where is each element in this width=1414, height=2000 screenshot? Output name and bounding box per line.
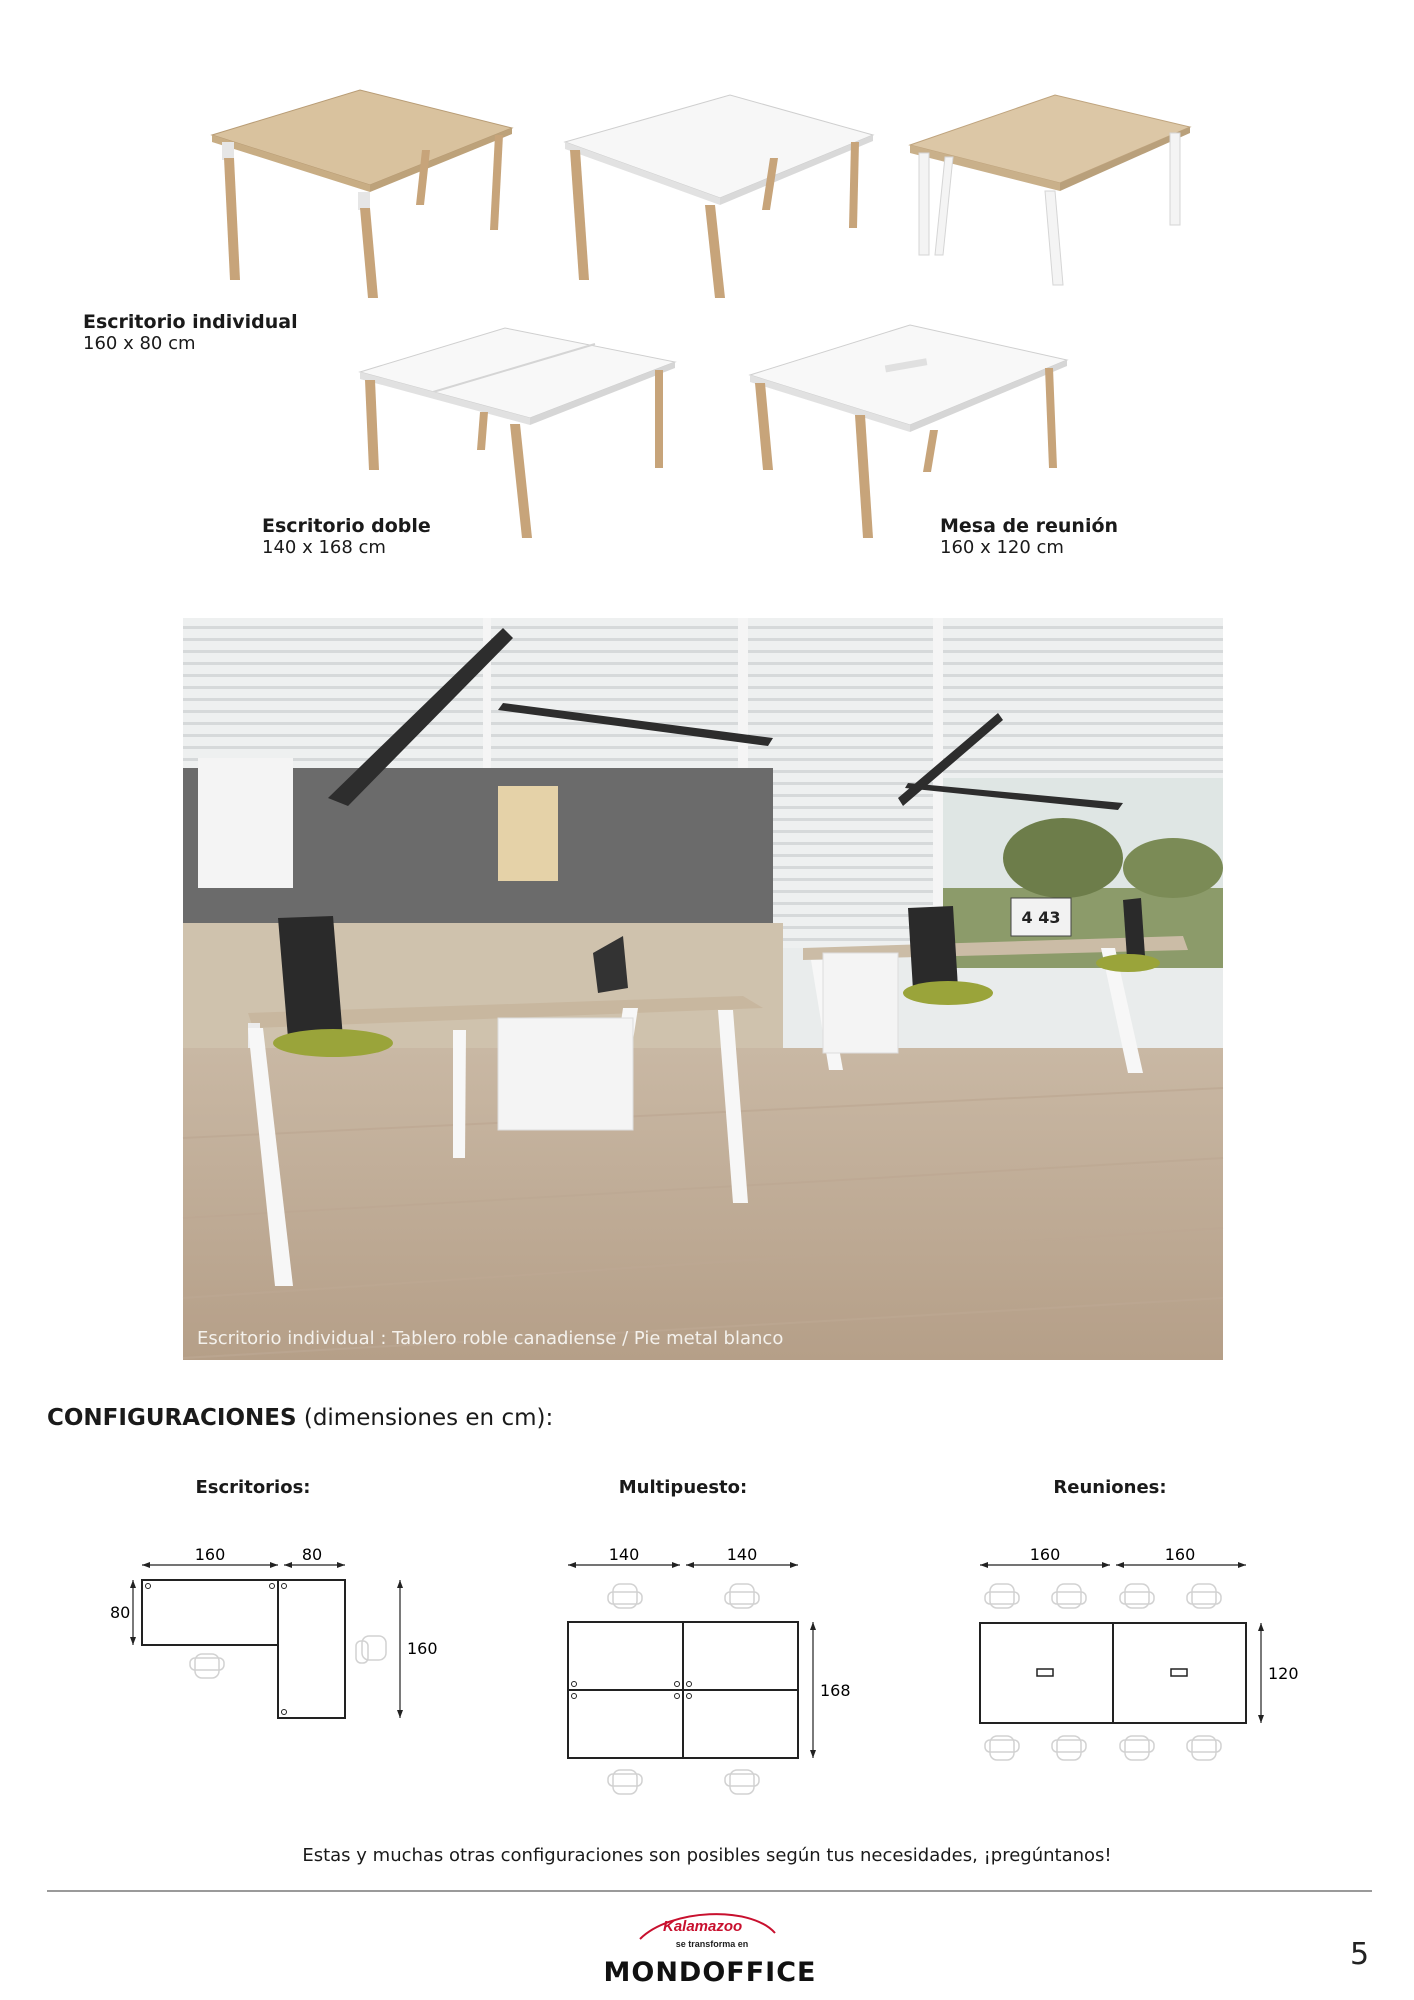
product-image-desk-oak-white-legs — [905, 85, 1195, 305]
product-image-desk-oak — [200, 80, 520, 310]
column-heading-multipuesto: Multipuesto: — [618, 1477, 748, 1498]
product-size: 160 x 80 cm — [83, 333, 196, 354]
dim-label: 160 — [1029, 1545, 1061, 1564]
product-image-meeting-table — [745, 320, 1075, 545]
logo-kalamazoo-text: Kalamazoo — [663, 1918, 743, 1935]
column-heading-reuniones: Reuniones: — [1053, 1477, 1167, 1498]
configurations-title-rest: (dimensiones en cm): — [296, 1405, 554, 1431]
screen-clock-text: 4 43 — [1021, 908, 1061, 927]
dim-label: 160 — [407, 1639, 438, 1658]
office-photo — [183, 618, 1223, 1360]
brand-logo — [600, 1905, 820, 1993]
dim-label: 120 — [1268, 1664, 1299, 1683]
dim-label: 80 — [301, 1545, 323, 1564]
logo-tagline-text: se transforma en — [675, 1939, 749, 1949]
dim-label: 168 — [820, 1681, 851, 1700]
page-number: 5 — [1350, 1937, 1370, 1972]
configurations-title — [47, 1405, 553, 1431]
product-caption-meeting — [940, 515, 1118, 559]
dim-label: 140 — [726, 1545, 758, 1564]
footer-note: Estas y muchas otras configuraciones son posibles según tus necesidades, ¡pregúntanos! — [302, 1845, 1112, 1866]
photo-caption: Escritorio individual : Tablero roble canadiense / Pie metal blanco — [197, 1328, 784, 1349]
footer-divider — [47, 1890, 1372, 1892]
column-heading-escritorios: Escritorios: — [195, 1477, 311, 1498]
dim-label: 80 — [110, 1603, 131, 1622]
configurations-title-bold: CONFIGURACIONES — [47, 1405, 297, 1431]
product-title: Escritorio individual — [83, 311, 298, 333]
product-size: 140 x 168 cm — [262, 537, 386, 558]
diagram-escritorios — [100, 1540, 450, 1734]
logo-mondoffice-text: MONDOFFICE — [603, 1957, 817, 1988]
product-caption-individual — [83, 311, 298, 355]
product-caption-double — [262, 515, 431, 559]
diagram-multipuesto — [540, 1540, 851, 1824]
dim-label: 140 — [608, 1545, 640, 1564]
dim-label: 160 — [194, 1545, 226, 1564]
product-image-double-desk — [355, 320, 685, 545]
diagram-reuniones — [955, 1540, 1299, 1804]
product-title: Escritorio doble — [262, 515, 431, 537]
dim-label: 160 — [1164, 1545, 1196, 1564]
product-size: 160 x 120 cm — [940, 537, 1064, 558]
product-image-desk-white — [555, 80, 875, 310]
product-title: Mesa de reunión — [940, 515, 1119, 537]
